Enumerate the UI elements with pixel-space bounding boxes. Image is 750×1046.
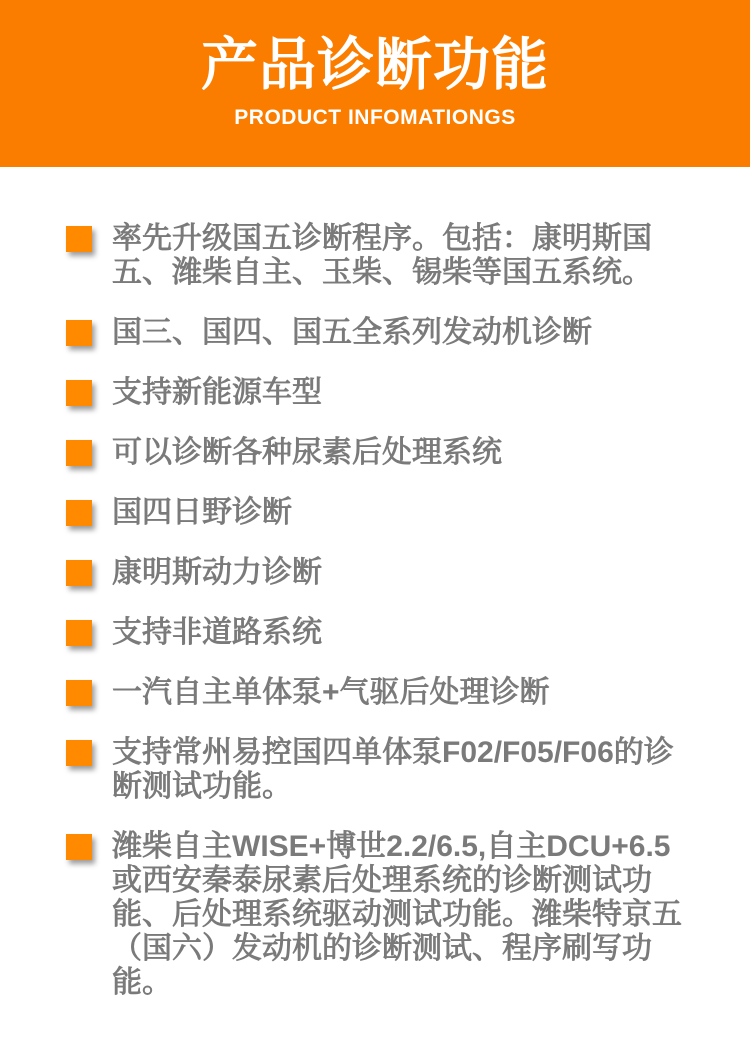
list-item-text: 一汽自主单体泵+气驱后处理诊断 — [112, 676, 550, 709]
list-item-text: 支持非道路系统 — [112, 616, 322, 649]
list-item-1 — [66, 222, 750, 290]
bullet-square-icon — [66, 500, 92, 526]
bullet-square-icon — [66, 320, 92, 346]
list-item-text: 国三、国四、国五全系列发动机诊断 — [112, 316, 592, 349]
list-item-text: 可以诊断各种尿素后处理系统 — [112, 436, 502, 469]
bullet-square-icon — [66, 560, 92, 586]
list-item-text: 潍柴自主WISE+博世2.2/6.5,自主DCU+6.5或西安秦泰尿素后处理系统的诊断测试功能、后处理系统驱动测试功能。潍柴特京五（国六）发动机的诊断测试、程序刷写功能。 — [112, 830, 682, 999]
bullet-square-icon — [66, 380, 92, 406]
list-item-10 — [66, 830, 750, 1000]
list-item-text: 率先升级国五诊断程序。包括：康明斯国五、潍柴自主、玉柴、锡柴等国五系统。 — [112, 222, 652, 289]
feature-list — [0, 167, 750, 1000]
list-item-text: 支持新能源车型 — [112, 376, 322, 409]
list-item-9 — [66, 736, 750, 804]
page-subtitle: PRODUCT INFOMATIONGS — [234, 106, 516, 129]
bullet-square-icon — [66, 740, 92, 766]
list-item-text: 国四日野诊断 — [112, 496, 292, 529]
bullet-square-icon — [66, 440, 92, 466]
header-banner — [0, 0, 750, 167]
list-item-8 — [66, 676, 750, 710]
list-item-7 — [66, 616, 750, 650]
list-item-4 — [66, 436, 750, 470]
list-item-3 — [66, 376, 750, 410]
bullet-square-icon — [66, 680, 92, 706]
bullet-square-icon — [66, 620, 92, 646]
list-item-text: 康明斯动力诊断 — [112, 556, 322, 589]
bullet-square-icon — [66, 834, 92, 860]
list-item-5 — [66, 496, 750, 530]
list-item-2 — [66, 316, 750, 350]
bullet-square-icon — [66, 226, 92, 252]
list-item-6 — [66, 556, 750, 590]
page-title: 产品诊断功能 — [201, 33, 549, 97]
list-item-text: 支持常州易控国四单体泵F02/F05/F06的诊断测试功能。 — [112, 736, 674, 803]
